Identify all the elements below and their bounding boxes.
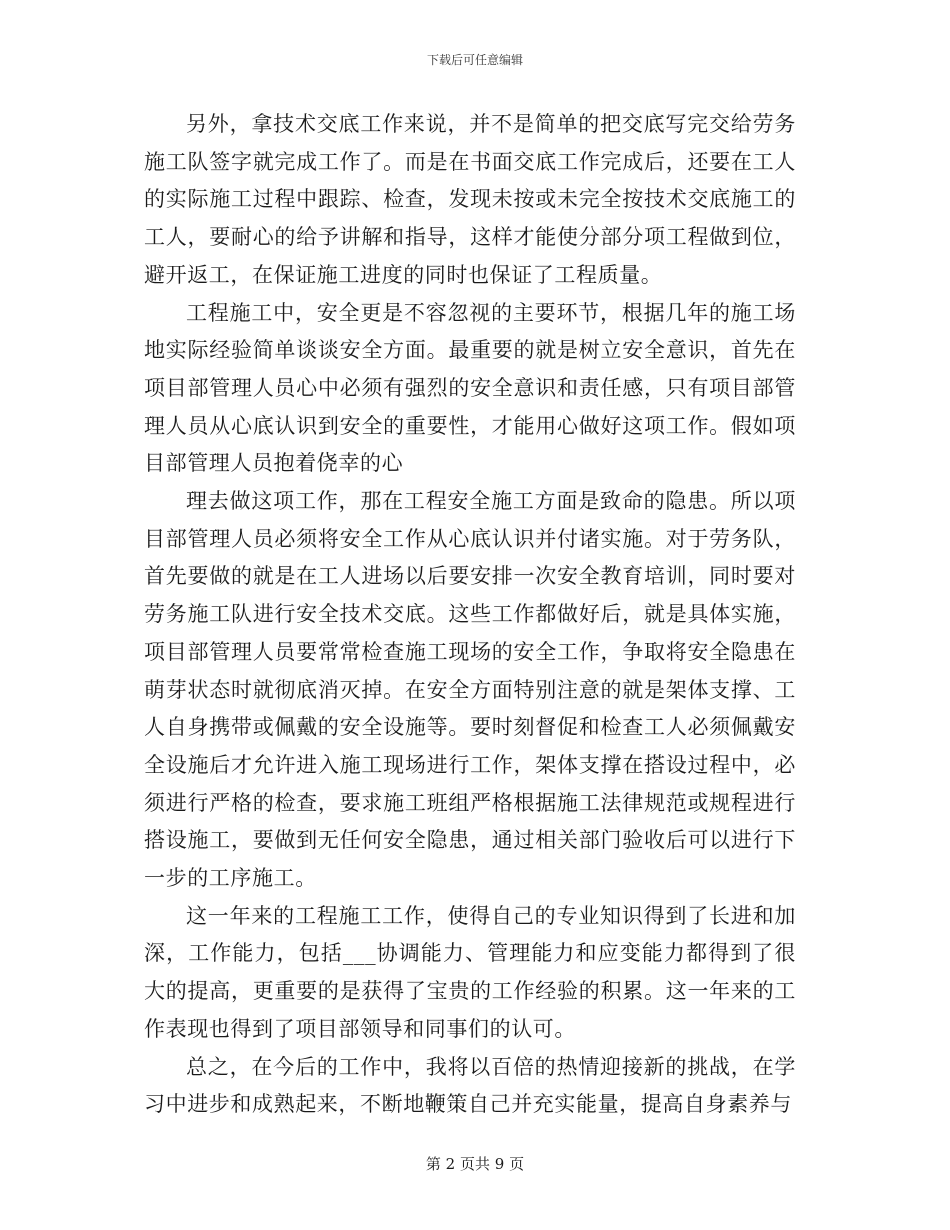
paragraph-year-review: 这一年来的工程施工工作，使得自己的专业知识得到了长进和加深，工作能力，包括___协调能力、管理能力和应变能力都得到了很大的提高，更重要的是获得了宝贵的工作经验的积累。这一年来的工作表现也得到了项目部领导和同事们的认可。 xyxy=(144,903,796,1041)
paragraph-safety-implementation: 理去做这项工作，那在工程安全施工方面是致命的隐患。所以项目部管理人员必须将安全工作从心底认识并付诸实施。对于劳务队，首先要做的就是在工人进场以后要安排一次安全教育培训，同时要对劳务施工队进行安全技术交底。这些工作都做好后，就是具体实施，项目部管理人员要常常检查施工现场的安全工作，争取将安全隐患在萌芽状态时就彻底消灭掉。在安全方面特别注意的就是架体支撑、工人自身携带或佩戴的安全设施等。要时刻督促和检查工人必须佩戴安全设施后才允许进入施工现场进行工作，架体支撑在搭设过程中，必须进行严格的检查，要求施工班组严格根据施工法律规范或规程进行搭设施工，要做到无任何安全隐患，通过相关部门验收后可以进行下一步的工序施工。 xyxy=(144,489,796,891)
page-header: 下载后可任意编辑 xyxy=(426,53,523,67)
paragraph-conclusion: 总之，在今后的工作中，我将以百倍的热情迎接新的挑战，在学习中进步和成熟起来，不断地鞭策自己并充实能量，提高自身素养与 xyxy=(144,1054,796,1117)
paragraph-safety-awareness: 工程施工中，安全更是不容忽视的主要环节，根据几年的施工场地实际经验简单谈谈安全方面。最重要的就是树立安全意识，首先在项目部管理人员心中必须有强烈的安全意识和责任感，只有项目部管理人员从心底认识到安全的重要性，才能用心做好这项工作。假如项目部管理人员抱着侥幸的心 xyxy=(144,300,796,476)
document-body xyxy=(144,106,796,1124)
paragraph-technical-briefing: 另外，拿技术交底工作来说，并不是简单的把交底写完交给劳务施工队签字就完成工作了。而是在书面交底工作完成后，还要在工人的实际施工过程中跟踪、检查，发现未按或未完全按技术交底施工的工人，要耐心的给予讲解和指导，这样才能使分部分项工程做到位，避开返工，在保证施工进度的同时也保证了工程质量。 xyxy=(144,112,796,287)
page-footer-page-number: 第 2 页共 9 页 xyxy=(425,1155,525,1173)
